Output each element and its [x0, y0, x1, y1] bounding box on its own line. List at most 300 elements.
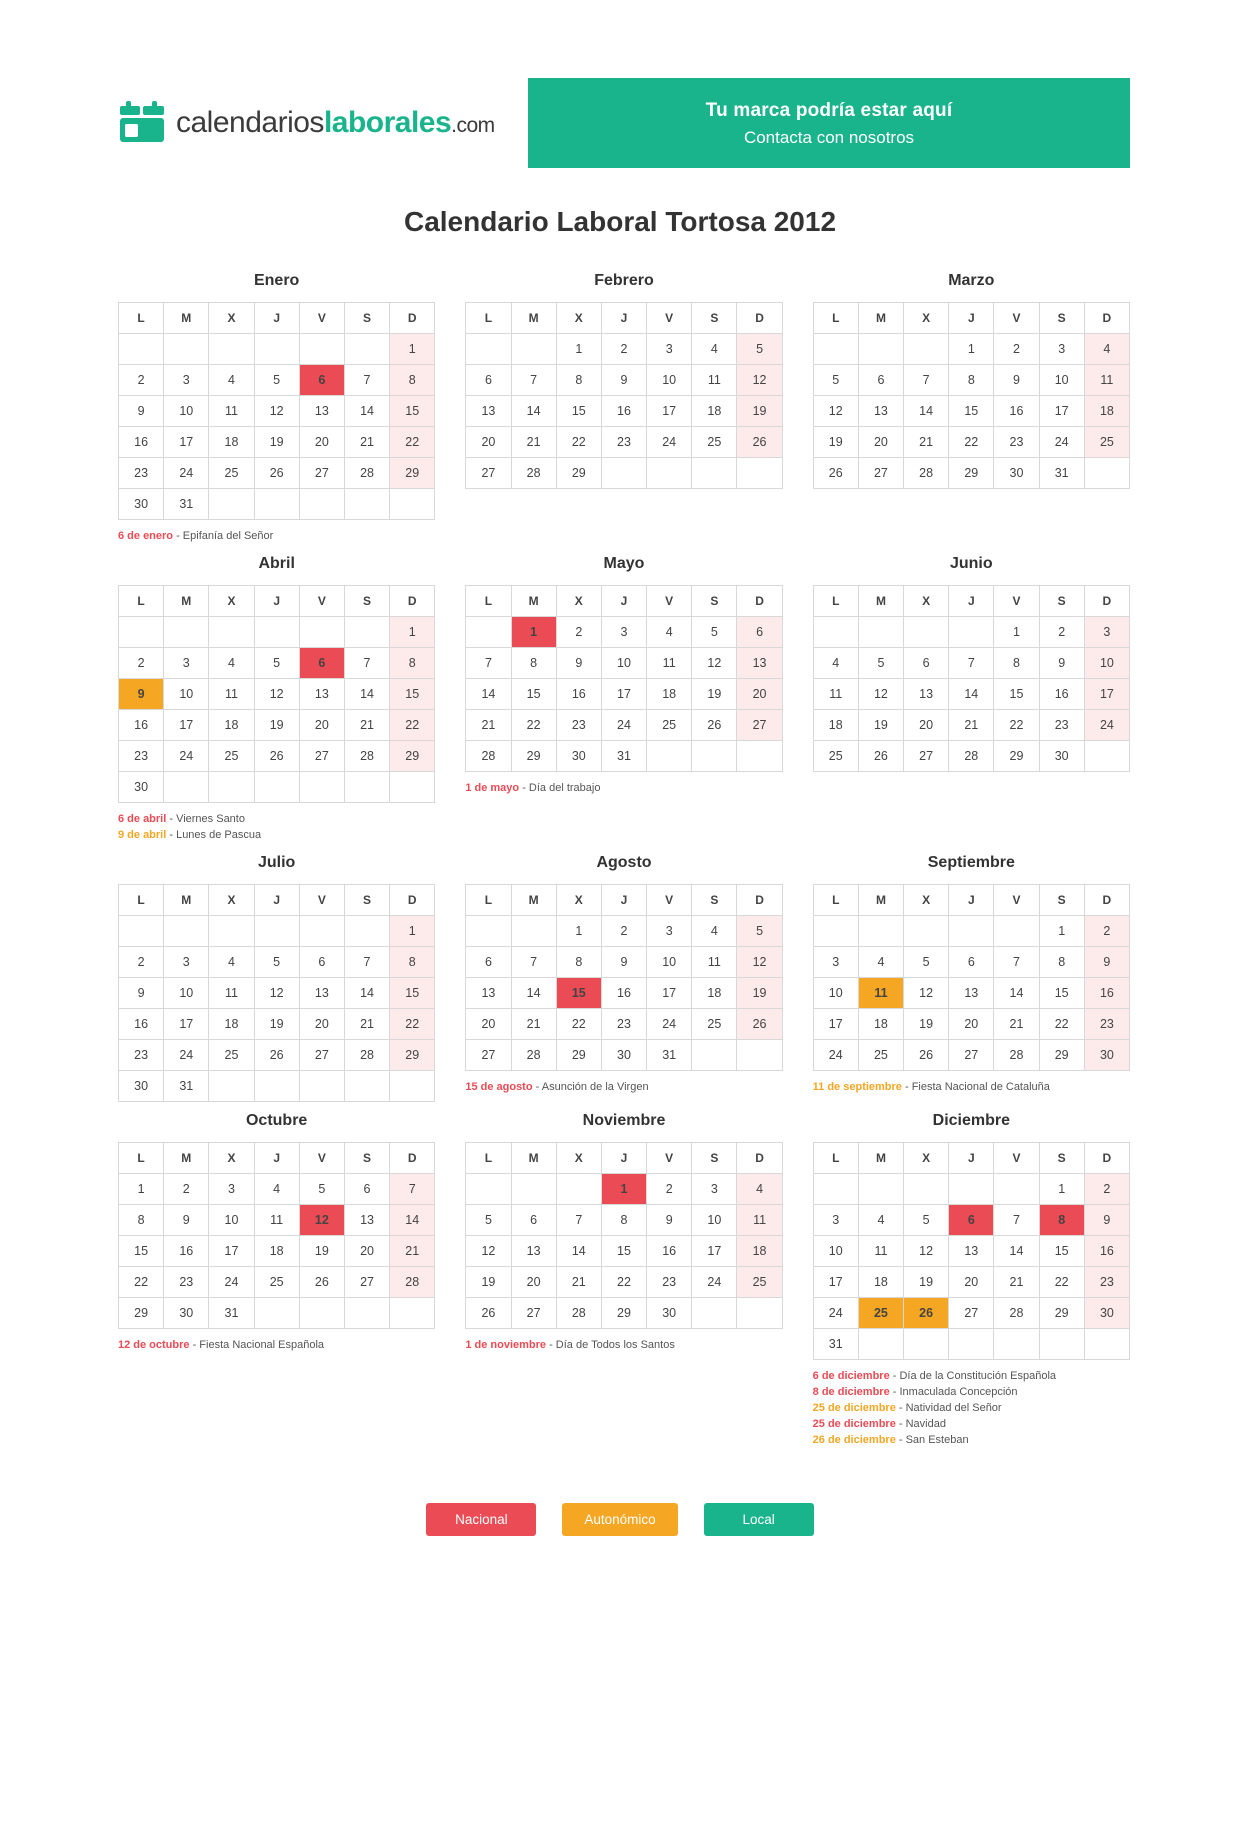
- calendar-week-row: [119, 915, 435, 946]
- day-cell: 24: [1039, 427, 1084, 458]
- calendar-week-row: [466, 1039, 782, 1070]
- legend-chip-loc[interactable]: Local: [704, 1503, 814, 1536]
- month-calendar-table: [813, 884, 1130, 1071]
- weekday-header: V: [994, 1142, 1039, 1173]
- day-cell: 15: [390, 678, 435, 709]
- calendar-week-row: [119, 740, 435, 771]
- weekday-header: S: [344, 585, 389, 616]
- day-cell: 1: [1039, 1173, 1084, 1204]
- weekday-header: D: [737, 585, 782, 616]
- day-cell: 27: [466, 1039, 511, 1070]
- calendar-week-row: [119, 977, 435, 1008]
- day-cell: 1: [994, 616, 1039, 647]
- month-calendar-table: [465, 585, 782, 772]
- day-cell-empty: [737, 740, 782, 771]
- day-cell-empty: [904, 915, 949, 946]
- day-cell: 5: [813, 365, 858, 396]
- weekday-header: L: [119, 303, 164, 334]
- day-cell-empty: [994, 1328, 1039, 1359]
- day-cell-holiday: 12: [299, 1204, 344, 1235]
- calendar-week-row: [119, 771, 435, 802]
- legend-chip-aut[interactable]: Autonómico: [562, 1503, 677, 1536]
- holiday-note-date: 26 de diciembre: [812, 1433, 896, 1446]
- day-cell-empty: [209, 915, 254, 946]
- day-cell: 7: [994, 946, 1039, 977]
- day-cell: 28: [511, 458, 556, 489]
- holiday-note-text: - Natividad del Señor: [895, 1401, 1002, 1414]
- day-cell-empty: [466, 1173, 511, 1204]
- banner-subline: Contacta con nosotros: [743, 128, 915, 147]
- month-calendar-table: [465, 302, 782, 489]
- day-cell: 22: [949, 427, 994, 458]
- day-cell: 27: [949, 1297, 994, 1328]
- holiday-notes: [465, 781, 782, 797]
- day-cell-empty: [209, 1070, 254, 1101]
- day-cell: 21: [344, 427, 389, 458]
- day-cell: 15: [556, 396, 601, 427]
- day-cell: 22: [601, 1266, 646, 1297]
- day-cell-holiday: 1: [601, 1173, 646, 1204]
- day-cell: 25: [813, 740, 858, 771]
- day-cell: 20: [511, 1266, 556, 1297]
- page-title: Calendario Laboral Tortosa 2012: [403, 206, 837, 237]
- month-calendar-table: [118, 302, 435, 520]
- weekday-header: J: [254, 585, 299, 616]
- day-cell: 24: [813, 1297, 858, 1328]
- day-cell: 30: [601, 1039, 646, 1070]
- day-cell: 19: [254, 427, 299, 458]
- day-cell: 4: [692, 334, 737, 365]
- day-cell: 13: [344, 1204, 389, 1235]
- holiday-note-text: - Fiesta Nacional Española: [189, 1338, 325, 1351]
- day-cell: 27: [904, 740, 949, 771]
- day-cell: 25: [692, 1008, 737, 1039]
- day-cell: 5: [254, 647, 299, 678]
- day-cell: 10: [647, 946, 692, 977]
- day-cell: 7: [994, 1204, 1039, 1235]
- month-calendar-table: [813, 302, 1130, 489]
- site-logo[interactable]: [118, 78, 518, 168]
- day-cell-empty: [1039, 1328, 1084, 1359]
- weekday-header: S: [344, 303, 389, 334]
- day-cell: 14: [904, 396, 949, 427]
- day-cell: 9: [119, 396, 164, 427]
- day-cell: 26: [299, 1266, 344, 1297]
- day-cell: 24: [164, 1039, 209, 1070]
- day-cell: 8: [556, 365, 601, 396]
- weekday-header: M: [511, 303, 556, 334]
- day-cell: 25: [858, 1039, 903, 1070]
- day-cell: 26: [737, 427, 782, 458]
- day-cell: 21: [994, 1266, 1039, 1297]
- holiday-note: [118, 529, 435, 545]
- day-cell-empty: [692, 740, 737, 771]
- day-cell: 30: [1084, 1039, 1129, 1070]
- day-cell: 12: [254, 396, 299, 427]
- holiday-notes: [118, 812, 435, 844]
- day-cell: 2: [1084, 1173, 1129, 1204]
- weekday-header: D: [737, 884, 782, 915]
- day-cell: 10: [692, 1204, 737, 1235]
- day-cell: 10: [1039, 365, 1084, 396]
- day-cell-empty: [119, 616, 164, 647]
- day-cell-empty: [858, 616, 903, 647]
- day-cell: 8: [949, 365, 994, 396]
- day-cell-empty: [299, 915, 344, 946]
- day-cell: 8: [390, 365, 435, 396]
- day-cell: 14: [344, 396, 389, 427]
- day-cell: 25: [1084, 427, 1129, 458]
- day-cell: 6: [511, 1204, 556, 1235]
- day-cell-empty: [813, 1173, 858, 1204]
- weekday-header: V: [994, 585, 1039, 616]
- day-cell: 26: [254, 458, 299, 489]
- day-cell: 10: [813, 977, 858, 1008]
- day-cell: 21: [511, 427, 556, 458]
- day-cell: 2: [601, 915, 646, 946]
- day-cell: 15: [949, 396, 994, 427]
- day-cell: 21: [904, 427, 949, 458]
- day-cell: 27: [858, 458, 903, 489]
- day-cell: 16: [994, 396, 1039, 427]
- day-cell: 26: [254, 1039, 299, 1070]
- weekday-header: X: [209, 585, 254, 616]
- day-cell: 26: [737, 1008, 782, 1039]
- day-cell-empty: [737, 458, 782, 489]
- weekday-header: L: [466, 1142, 511, 1173]
- day-cell: 17: [647, 396, 692, 427]
- day-cell: 25: [209, 1039, 254, 1070]
- day-cell: 29: [1039, 1039, 1084, 1070]
- weekday-header: S: [692, 303, 737, 334]
- holiday-note-text: - Navidad: [895, 1417, 946, 1430]
- calendar-week-row: [466, 1008, 782, 1039]
- day-cell: 3: [813, 1204, 858, 1235]
- holiday-note: [465, 1338, 782, 1354]
- day-cell-empty: [904, 334, 949, 365]
- weekday-header: X: [904, 585, 949, 616]
- day-cell: 5: [254, 365, 299, 396]
- day-cell: 7: [344, 647, 389, 678]
- day-cell-empty: [209, 616, 254, 647]
- day-cell: 15: [390, 977, 435, 1008]
- day-cell: 22: [1039, 1008, 1084, 1039]
- day-cell: 3: [647, 915, 692, 946]
- day-cell: 9: [556, 647, 601, 678]
- weekday-header: D: [390, 884, 435, 915]
- weekday-header: V: [647, 303, 692, 334]
- day-cell-empty: [344, 489, 389, 520]
- day-cell-empty: [209, 489, 254, 520]
- month-block: [813, 854, 1130, 1112]
- weekday-header: M: [511, 884, 556, 915]
- day-cell: 27: [737, 709, 782, 740]
- holiday-note-date: 1 de noviembre: [465, 1338, 547, 1351]
- weekday-header: M: [164, 585, 209, 616]
- holiday-note-date: 12 de octubre: [118, 1338, 190, 1351]
- day-cell: 7: [344, 365, 389, 396]
- month-name: Octubre: [245, 1111, 308, 1129]
- calendar-week-row: [466, 396, 782, 427]
- day-cell: 24: [647, 427, 692, 458]
- day-cell: 25: [647, 709, 692, 740]
- day-cell: 5: [737, 334, 782, 365]
- weekday-header: J: [601, 303, 646, 334]
- day-cell: 26: [858, 740, 903, 771]
- day-cell: 22: [119, 1266, 164, 1297]
- day-cell: 3: [601, 616, 646, 647]
- day-cell: 2: [119, 647, 164, 678]
- day-cell: 12: [254, 678, 299, 709]
- day-cell-holiday: 11: [858, 977, 903, 1008]
- day-cell-empty: [813, 334, 858, 365]
- weekday-header: X: [556, 884, 601, 915]
- day-cell: 22: [511, 709, 556, 740]
- day-cell-empty: [299, 771, 344, 802]
- weekday-header: D: [1084, 1142, 1129, 1173]
- weekday-header: M: [164, 303, 209, 334]
- weekday-header: X: [209, 884, 254, 915]
- day-cell: 13: [299, 977, 344, 1008]
- day-cell: 8: [1039, 946, 1084, 977]
- calendar-week-row: [813, 1039, 1129, 1070]
- day-cell-empty: [209, 334, 254, 365]
- weekday-header: X: [556, 303, 601, 334]
- day-cell: 3: [692, 1173, 737, 1204]
- holiday-note-text: - Fiesta Nacional de Cataluña: [901, 1080, 1050, 1093]
- day-cell: 27: [299, 1039, 344, 1070]
- day-cell: 2: [119, 946, 164, 977]
- day-cell: 6: [299, 946, 344, 977]
- day-cell: 9: [119, 977, 164, 1008]
- day-cell: 6: [858, 365, 903, 396]
- day-cell: 14: [511, 396, 556, 427]
- day-cell-empty: [737, 1039, 782, 1070]
- day-cell: 31: [601, 740, 646, 771]
- day-cell: 6: [466, 365, 511, 396]
- day-cell: 18: [254, 1235, 299, 1266]
- weekday-header: L: [466, 884, 511, 915]
- day-cell-empty: [813, 616, 858, 647]
- holiday-note-date: 25 de diciembre: [812, 1417, 896, 1430]
- calendar-week-row: [119, 489, 435, 520]
- weekday-header: M: [858, 585, 903, 616]
- day-cell: 28: [344, 1039, 389, 1070]
- calendar-week-row: [813, 427, 1129, 458]
- day-cell-empty: [344, 616, 389, 647]
- holiday-note-text: - Inmaculada Concepción: [889, 1385, 1018, 1398]
- day-cell-empty: [299, 489, 344, 520]
- day-cell: 16: [647, 1235, 692, 1266]
- day-cell: 26: [254, 740, 299, 771]
- day-cell: 17: [164, 1008, 209, 1039]
- day-cell: 20: [949, 1008, 994, 1039]
- day-cell: 31: [164, 489, 209, 520]
- day-cell: 31: [164, 1070, 209, 1101]
- day-cell: 3: [164, 647, 209, 678]
- day-cell: 4: [209, 946, 254, 977]
- holiday-note: [813, 1369, 1130, 1385]
- day-cell: 15: [390, 396, 435, 427]
- weekday-header: S: [344, 884, 389, 915]
- day-cell: 23: [994, 427, 1039, 458]
- day-cell: 20: [299, 1008, 344, 1039]
- day-cell: 16: [601, 396, 646, 427]
- day-cell: 18: [692, 396, 737, 427]
- holiday-note-text: - Día del trabajo: [519, 781, 601, 794]
- day-cell-empty: [858, 334, 903, 365]
- day-cell-empty: [164, 771, 209, 802]
- day-cell: 20: [737, 678, 782, 709]
- day-cell: 8: [119, 1204, 164, 1235]
- weekday-header: V: [647, 1142, 692, 1173]
- day-cell: 17: [164, 709, 209, 740]
- month-name: Agosto: [596, 853, 652, 871]
- calendar-week-row: [119, 396, 435, 427]
- day-cell: 14: [344, 977, 389, 1008]
- calendar-week-row: [813, 946, 1129, 977]
- day-cell: 3: [647, 334, 692, 365]
- day-cell: 16: [1084, 977, 1129, 1008]
- day-cell: 18: [209, 1008, 254, 1039]
- day-cell: 22: [390, 1008, 435, 1039]
- day-cell: 29: [949, 458, 994, 489]
- weekday-header: X: [904, 303, 949, 334]
- day-cell: 31: [813, 1328, 858, 1359]
- holiday-notes: [465, 1080, 782, 1096]
- day-cell: 13: [949, 977, 994, 1008]
- holiday-notes: [465, 1338, 782, 1354]
- day-cell: 20: [466, 1008, 511, 1039]
- day-cell: 5: [904, 1204, 949, 1235]
- day-cell: 17: [1084, 678, 1129, 709]
- day-cell-empty: [344, 771, 389, 802]
- calendar-week-row: [466, 678, 782, 709]
- day-cell: 29: [390, 740, 435, 771]
- holiday-note: [813, 1433, 1130, 1449]
- day-cell: 11: [737, 1204, 782, 1235]
- day-cell: 13: [737, 647, 782, 678]
- day-cell: 1: [1039, 915, 1084, 946]
- day-cell: 24: [692, 1266, 737, 1297]
- day-cell-empty: [119, 334, 164, 365]
- day-cell: 10: [164, 396, 209, 427]
- weekday-header: M: [511, 585, 556, 616]
- day-cell: 20: [299, 427, 344, 458]
- day-cell: 4: [858, 1204, 903, 1235]
- day-cell: 1: [390, 334, 435, 365]
- calendar-week-row: [813, 365, 1129, 396]
- day-cell: 13: [511, 1235, 556, 1266]
- banner-headline: Tu marca podría estar aquí: [705, 100, 953, 121]
- calendar-week-row: [119, 1266, 435, 1297]
- day-cell: 11: [1084, 365, 1129, 396]
- day-cell: 14: [949, 678, 994, 709]
- weekday-header: S: [1039, 1142, 1084, 1173]
- calendar-week-row: [466, 977, 782, 1008]
- weekday-header: X: [209, 1142, 254, 1173]
- day-cell: 9: [1084, 946, 1129, 977]
- day-cell-empty: [299, 1070, 344, 1101]
- day-cell: 23: [601, 1008, 646, 1039]
- weekday-header: L: [119, 1142, 164, 1173]
- day-cell-empty: [737, 1297, 782, 1328]
- day-cell-empty: [466, 915, 511, 946]
- day-cell: 14: [994, 977, 1039, 1008]
- month-name: Septiembre: [927, 853, 1015, 871]
- day-cell: 30: [994, 458, 1039, 489]
- holiday-note-text: - San Esteban: [895, 1433, 969, 1446]
- weekday-header: S: [692, 1142, 737, 1173]
- day-cell: 19: [254, 1008, 299, 1039]
- calendar-week-row: [813, 1235, 1129, 1266]
- day-cell: 2: [1084, 915, 1129, 946]
- day-cell: 29: [390, 1039, 435, 1070]
- weekday-header: V: [994, 303, 1039, 334]
- weekday-header: D: [737, 303, 782, 334]
- weekday-header: D: [1084, 303, 1129, 334]
- holiday-note: [813, 1401, 1130, 1417]
- logo-text-part2: laborales: [323, 106, 452, 139]
- calendar-week-row: [466, 1297, 782, 1328]
- day-cell: 7: [511, 365, 556, 396]
- day-cell: 21: [466, 709, 511, 740]
- month-block: [118, 272, 435, 555]
- calendar-week-row: [466, 1235, 782, 1266]
- day-cell: 25: [692, 427, 737, 458]
- day-cell-empty: [692, 458, 737, 489]
- month-block: [465, 555, 782, 854]
- weekday-header: M: [858, 303, 903, 334]
- day-cell: 11: [692, 365, 737, 396]
- holiday-note: [813, 1385, 1130, 1401]
- weekday-header: M: [164, 1142, 209, 1173]
- weekday-header: D: [390, 585, 435, 616]
- day-cell-empty: [556, 1173, 601, 1204]
- day-cell: 24: [813, 1039, 858, 1070]
- day-cell: 7: [511, 946, 556, 977]
- day-cell: 4: [813, 647, 858, 678]
- day-cell: 20: [949, 1266, 994, 1297]
- day-cell: 6: [904, 647, 949, 678]
- day-cell: 16: [601, 977, 646, 1008]
- holiday-notes: [813, 1080, 1130, 1096]
- weekday-header: V: [299, 884, 344, 915]
- day-cell-empty: [466, 616, 511, 647]
- day-cell-empty: [344, 1070, 389, 1101]
- day-cell-empty: [904, 616, 949, 647]
- day-cell: 16: [119, 1008, 164, 1039]
- day-cell-empty: [949, 1173, 994, 1204]
- day-cell: 11: [209, 396, 254, 427]
- weekday-header: X: [556, 1142, 601, 1173]
- day-cell: 9: [601, 946, 646, 977]
- day-cell: 3: [1039, 334, 1084, 365]
- day-cell: 31: [1039, 458, 1084, 489]
- calendar-week-row: [813, 1328, 1129, 1359]
- day-cell-empty: [858, 915, 903, 946]
- legend-chip-nac[interactable]: Nacional: [426, 1503, 536, 1536]
- month-name: Julio: [257, 853, 296, 871]
- day-cell: 20: [344, 1235, 389, 1266]
- legend: [0, 1503, 1240, 1536]
- day-cell: 19: [737, 977, 782, 1008]
- calendar-week-row: [813, 915, 1129, 946]
- ad-banner[interactable]: [528, 78, 1130, 168]
- day-cell-empty: [164, 334, 209, 365]
- day-cell-empty: [299, 334, 344, 365]
- weekday-header: S: [1039, 585, 1084, 616]
